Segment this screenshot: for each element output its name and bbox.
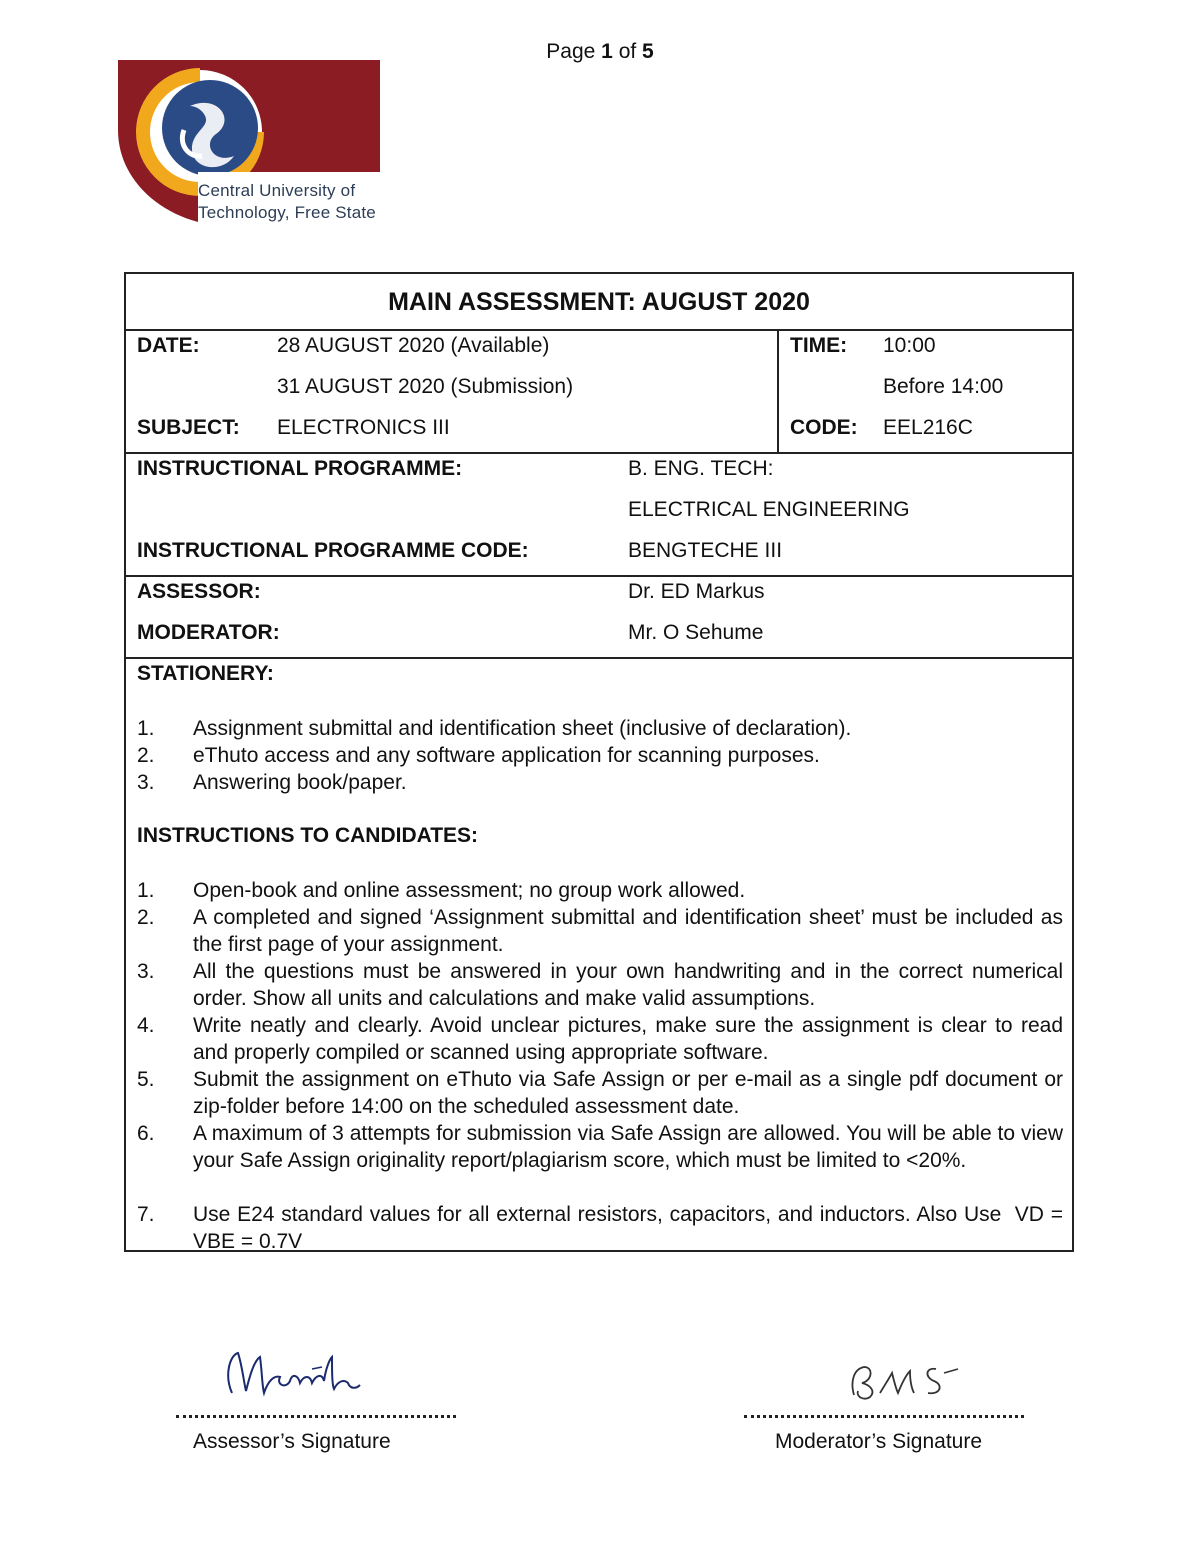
programme-code-value: BENGTECHE III (628, 539, 783, 562)
instructions-heading: INSTRUCTIONS TO CANDIDATES: (137, 824, 479, 847)
assessor-value: Dr. ED Markus (628, 580, 765, 603)
instruction-item-5: Submit the assignment on eThuto via Safe Assign or per e-mail as a single pdf document or zip-folder before 14:00 on the scheduled assessment date. (193, 1068, 1063, 1118)
programme-line-1: B. ENG. TECH: (628, 457, 774, 480)
code-value: EEL216C (883, 416, 973, 439)
assessor-label: ASSESSOR: (137, 580, 261, 603)
logo-line-2: Technology, Free State (198, 203, 376, 222)
moderator-signature-line (744, 1415, 1024, 1418)
logo-text (198, 180, 376, 224)
instruction-item-1: Open-book and online assessment; no group work allowed. (193, 879, 746, 902)
subject-value: ELECTRONICS III (277, 416, 450, 439)
moderator-signature-label: Moderator’s Signature (775, 1430, 983, 1453)
date-label: DATE: (137, 334, 200, 357)
page-prefix: Page (546, 40, 596, 63)
instruction-item-6: A maximum of 3 attempts for submission via Safe Assign are allowed. You will be able to view your Safe Assign originality report/plagiarism score, which must be limited to <20%. (193, 1122, 1063, 1172)
code-label: CODE: (790, 416, 858, 439)
stationery-num-3: 3. (137, 771, 155, 794)
instruction-item-2: A completed and signed ‘Assignment submittal and identification sheet’ must be included as the first page of your assignment. (193, 906, 1063, 956)
time-start: 10:00 (883, 334, 936, 357)
date-submission: 31 AUGUST 2020 (Submission) (277, 375, 574, 398)
stationery-num-2: 2. (137, 744, 155, 767)
stationery-item-1: Assignment submittal and identification sheet (inclusive of declaration). (193, 717, 852, 740)
divider-subject (124, 452, 1074, 454)
stationery-item-2: eThuto access and any software application for scanning purposes. (193, 744, 820, 767)
page-current: 1 (601, 40, 613, 63)
instruction-item-4: Write neatly and clearly. Avoid unclear pictures, make sure the assignment is clear to read and properly compiled or scanned using appropriate software. (193, 1014, 1063, 1064)
programme-line-2: ELECTRICAL ENGINEERING (628, 498, 910, 521)
instruction-num-5: 5. (137, 1068, 155, 1091)
instruction-num-1: 1. (137, 879, 155, 902)
subject-label: SUBJECT: (137, 416, 240, 439)
time-end: Before 14:00 (883, 375, 1004, 398)
instruction-item-7: Use E24 standard values for all external resistors, capacitors, and inductors. Also Use VD = VBE = 0.7V (193, 1203, 1069, 1253)
instruction-num-4: 4. (137, 1014, 155, 1037)
programme-code-label: INSTRUCTIONAL PROGRAMME CODE: (137, 539, 529, 562)
instruction-num-6: 6. (137, 1122, 155, 1145)
stationery-item-3: Answering book/paper. (193, 771, 407, 794)
assessor-signature-label: Assessor’s Signature (193, 1430, 391, 1453)
assessor-signature-icon (220, 1345, 370, 1405)
page-total: 5 (642, 40, 654, 63)
assessor-signature-line (176, 1415, 456, 1418)
programme-label: INSTRUCTIONAL PROGRAMME: (137, 457, 463, 480)
stationery-heading: STATIONERY: (137, 662, 274, 685)
divider-programme (124, 575, 1074, 577)
instruction-item-3: All the questions must be answered in your own handwriting and in the correct numerical order. Show all units and calculations and make valid assumptions. (193, 960, 1063, 1010)
instruction-num-2: 2. (137, 906, 155, 929)
time-label: TIME: (790, 334, 848, 357)
date-available: 28 AUGUST 2020 (Available) (277, 334, 550, 357)
divider-moderator (124, 657, 1074, 659)
stationery-num-1: 1. (137, 717, 155, 740)
logo-line-1: Central University of (198, 181, 356, 200)
page-of: of (618, 40, 637, 63)
moderator-signature-icon (840, 1355, 970, 1405)
divider-title (124, 329, 1074, 331)
instruction-num-3: 3. (137, 960, 155, 983)
moderator-value: Mr. O Sehume (628, 621, 764, 644)
assessment-title: MAIN ASSESSMENT: AUGUST 2020 (388, 288, 810, 316)
instruction-num-7: 7. (137, 1203, 155, 1226)
divider-time-column (777, 329, 779, 453)
moderator-label: MODERATOR: (137, 621, 280, 644)
